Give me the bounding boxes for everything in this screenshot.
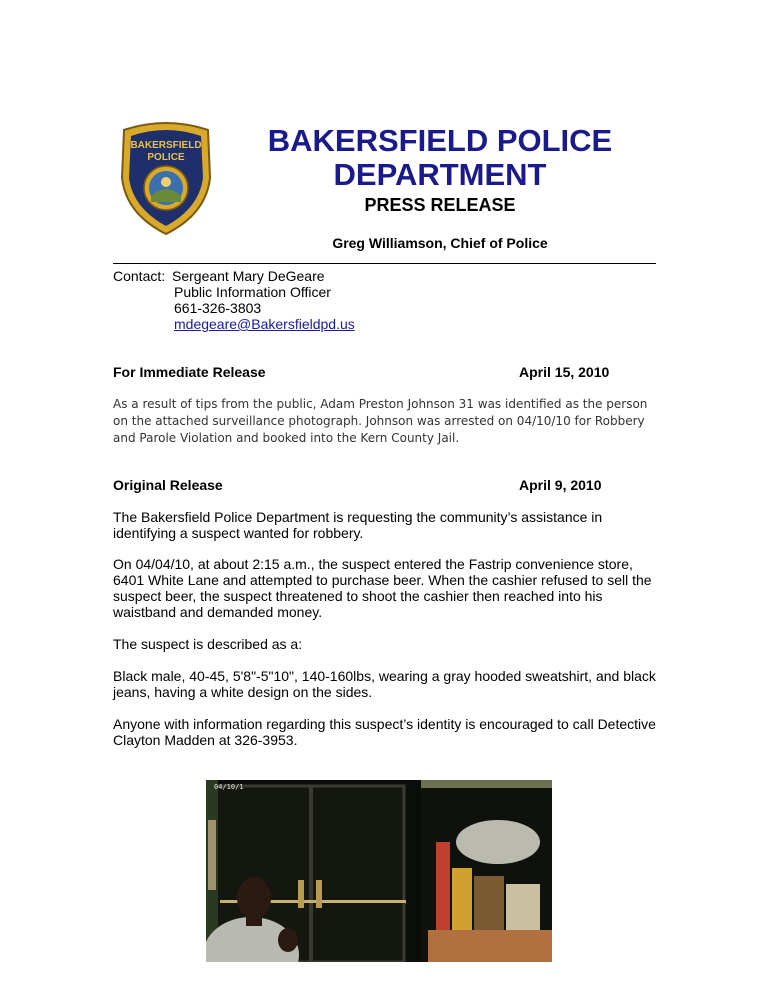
header-divider [113,263,656,264]
badge-text-top: BAKERSFIELD [130,140,202,151]
paragraph-request: The Bakersfield Police Department is requesting the community’s assistance in identifying a suspect wanted for robbery. [113,509,603,541]
contact-phone: 661-326-3803 [174,300,262,316]
paragraph-description-intro: The suspect is described as a: [113,636,303,652]
arrest-update-text: As a result of tips from the public, Adam Preston Johnson 31 was identified as the person on the attached surveillance photograph. Johnson was arrested on 04/10/10 for Robbery and Parole Violation and booked into the Kern County Jail. [113,397,648,445]
contact-label: Contact: [113,268,166,284]
immediate-release-date: April 15, 2010 [519,364,610,380]
chief-of-police: Greg Williamson, Chief of Police [332,235,548,251]
press-release-title: PRESS RELEASE [364,195,516,215]
original-release-heading: Original Release [113,477,223,493]
contact-email-link[interactable]: mdegeare@Bakersfieldpd.us [174,316,355,332]
department-title-line2: DEPARTMENT [333,157,547,192]
contact-title: Public Information Officer [174,284,331,300]
surveillance-photo [206,780,552,962]
paragraph-incident: On 04/04/10, at about 2:15 a.m., the suspect entered the Fastrip convenience store, 6401 White Lane and attempted to purchase beer. When the cashier refused to sell the suspect beer, the suspect threatened to shoot the cashier then reached into his waistband and demanded money. [113,556,652,620]
immediate-release-heading: For Immediate Release [113,364,266,380]
badge-text-bottom: POLICE [147,152,185,163]
original-release-date: April 9, 2010 [519,477,602,493]
department-title-line1: BAKERSFIELD POLICE [267,123,613,158]
police-badge-logo [118,118,214,236]
paragraph-suspect-description: Black male, 40-45, 5'8"-5"10", 140-160lbs, wearing a gray hooded sweatshirt, and black jeans, having a white design on the sides. [113,668,656,700]
contact-name: Sergeant Mary DeGeare [172,268,325,284]
photo-timestamp: 04/10/1 [214,783,244,791]
paragraph-contact-detective: Anyone with information regarding this suspect’s identity is encouraged to call Detective Clayton Madden at 326-3953. [113,716,656,748]
